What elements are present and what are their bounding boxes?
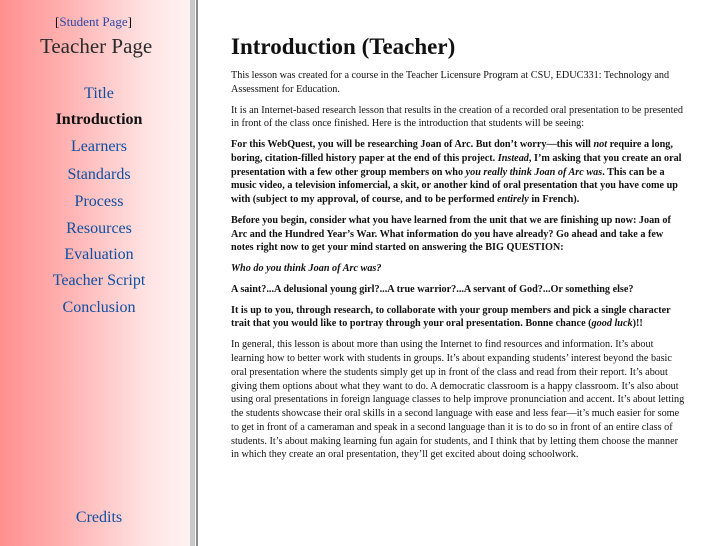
emphasis-good-luck: good luck	[591, 318, 633, 330]
student-intro-paragraph	[231, 138, 686, 207]
student-page-link[interactable]: Student Page	[59, 14, 128, 29]
intro-paragraph-summary: It is an Internet-based research lesson that results in the creation of a recorded oral presentation to be presented in front of the class once finished. Here is the introduction that students will be seeing:	[231, 104, 684, 130]
nav-item-title[interactable]: Title	[84, 85, 114, 102]
text-span: It is up to you, through research, to collaborate with your group members and pick a single character trait that you would like to portray through your oral presentation. Bonne chance (	[231, 304, 671, 330]
breadcrumb	[55, 14, 132, 30]
main-content	[231, 34, 686, 469]
emphasis-instead: Instead	[497, 152, 529, 164]
lesson-rationale-paragraph: In general, this lesson is about more than using the Internet to find resources and information. It’s about learning how to better work with students in groups. It’s about expanding students’ interest beyond the basic oral presentation where the students simply get up in front of the class and read from their report. It’s about giving them options about what they want to do. A democratic classroom is a happy classroom. It’s also about using oral presentations in foreign language classes to help improve pronunciation and accent. It’s about letting the students showcase their oral skills in a second language with ease and less fear—it’s much easier for some to get in front of a cameraman and speak in a second language than it is to do so in front of an entire class of students. It’s about making learning fun again for students, and I think that by letting them choose the manner in which they create an oral presentation, they’ll get excited about doing schoolwork.	[231, 339, 685, 461]
emphasis-joan: you really think Joan of Arc was	[465, 166, 603, 178]
question-options: A saint?...A delusional young girl?...A true warrior?...A servant of God?...Or something else?	[231, 283, 634, 295]
sidebar	[0, 0, 198, 546]
text-span: require a long, boring, citation-filled history paper at the end of this project.	[231, 139, 673, 164]
nav-item-process[interactable]: Process	[74, 193, 124, 210]
task-paragraph	[231, 304, 686, 332]
nav-item-resources[interactable]: Resources	[66, 220, 132, 237]
nav-item-introduction[interactable]: Introduction	[55, 111, 143, 128]
nav-item-credits[interactable]: Credits	[75, 509, 123, 526]
before-you-begin-paragraph: Before you begin, consider what you have learned from the unit that we are finishing up now: Joan of Arc and the Hundred Year’s War. What information do you have already? Go ahead and take a few notes right now to get your mind started on answering the BIG QUESTION:	[231, 214, 671, 254]
sidebar-title: Teacher Page	[40, 34, 153, 58]
page-title: Introduction (Teacher)	[231, 34, 456, 59]
text-span: , I’m asking that you create an oral presentation with a few other group members on who	[231, 152, 682, 178]
text-span: . This can be a music video, a television infomercial, a skit, or another kind of oral presentation that you have come up with (subject to my approval, of course, and to be performed	[231, 166, 678, 206]
big-question: Who do you think Joan of Arc was?	[231, 263, 382, 275]
intro-paragraph-course: This lesson was created for a course in the Teacher Licensure Program at CSU, EDUC331: Technology and Assessment for Education.	[231, 70, 670, 95]
nav-item-teacher-script[interactable]: Teacher Script	[52, 272, 146, 289]
text-span: in French).	[528, 194, 580, 206]
breadcrumb-close: ]	[127, 14, 132, 29]
emphasis-entirely: entirely	[497, 194, 529, 206]
text-span: )!!	[632, 318, 643, 330]
text-span: For this WebQuest, you will be researching Joan of Arc. But don’t worry—this will	[231, 139, 594, 151]
breadcrumb-open: [	[55, 14, 60, 29]
nav-item-standards[interactable]: Standards	[67, 166, 131, 183]
emphasis-not: not	[593, 139, 608, 151]
nav-item-learners[interactable]: Learners	[71, 138, 127, 155]
nav-item-evaluation[interactable]: Evaluation	[64, 246, 134, 263]
nav-item-conclusion[interactable]: Conclusion	[62, 299, 136, 316]
